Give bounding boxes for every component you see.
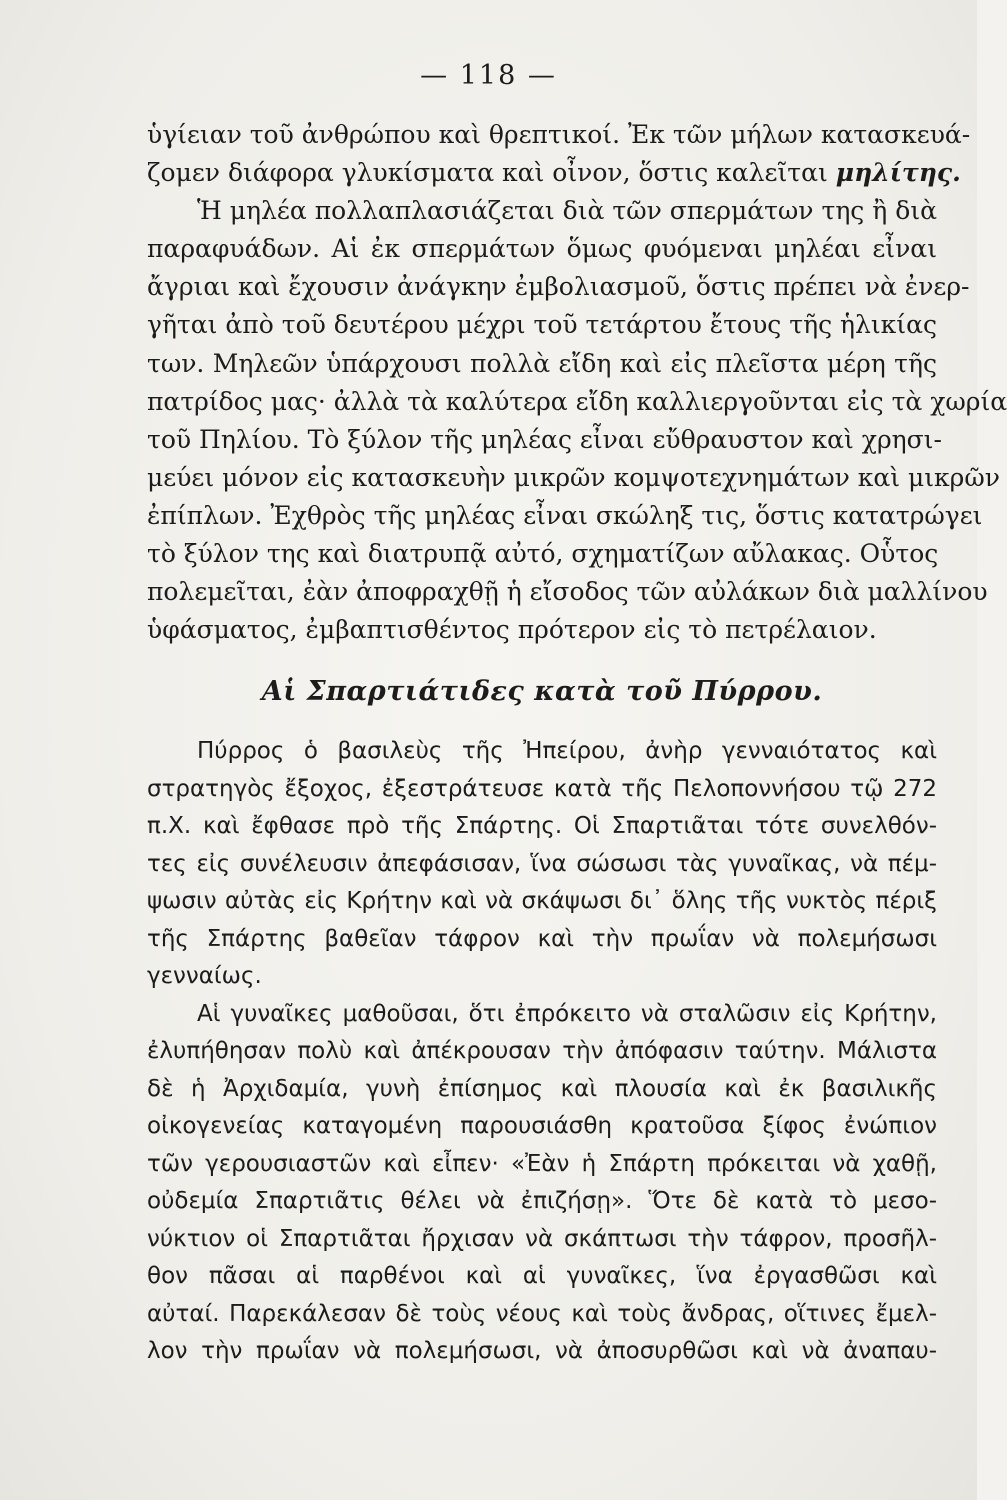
text-line: γῆται ἀπὸ τοῦ δευτέρου μέχρι τοῦ τετάρτου ἔτους τῆς ἡλικίας (147, 310, 937, 340)
text-line: Ἡ μηλέα πολλαπλασιάζεται διὰ τῶν σπερμάτων της ἢ διὰ (197, 196, 937, 226)
body-text (147, 116, 1007, 1371)
text-line: παραφυάδων. Αἱ ἐκ σπερμάτων ὅμως φυόμεναι μηλέαι εἶναι (147, 234, 937, 264)
text-line: τες εἰς συνέλευσιν ἀπεφάσισαν, ἵνα σώσωσι τὰς γυναῖκας, νὰ πέμ- (147, 850, 937, 877)
section-spartan-women (147, 733, 937, 1371)
text-line: Πύρρος ὁ βασιλεὺς τῆς Ἠπείρου, ἀνὴρ γενναιότατος καὶ (197, 738, 937, 765)
text-line: πολεμεῖται, ἐὰν ἀποφραχθῇ ἡ εἴσοδος τῶν αὐλάκων διὰ μαλλίνου (147, 577, 988, 607)
text-line: τῆς Σπάρτης βαθεῖαν τάφρον καὶ τὴν πρωΐαν νὰ πολεμήσωσι (147, 925, 937, 952)
page-number: — 118 — (420, 60, 557, 91)
emphasized-word: μηλίτης. (835, 158, 961, 188)
text-line: νύκτιον οἱ Σπαρτιᾶται ἤρχισαν νὰ σκάπτωσι τὴν τάφρον, προσῆλ- (147, 1225, 937, 1252)
text-line: γενναίως. (147, 963, 262, 990)
text-line: τῶν γερουσιαστῶν καὶ εἶπεν· «Ἐὰν ἡ Σπάρτη πρόκειται νὰ χαθῇ, (147, 1150, 937, 1177)
text-line: στρατηγὸς ἔξοχος, ἐξεστράτευσε κατὰ τῆς Πελοποννήσου τῷ 272 (147, 775, 937, 802)
text-line: οἰκογενείας καταγομένη παρουσιάσθη κρατοῦσα ξίφος ἐνώπιον (147, 1113, 937, 1140)
text-line: λον τὴν πρωΐαν νὰ πολεμήσωσι, νὰ ἀποσυρθῶσι καὶ νὰ ἀναπαυ- (147, 1338, 937, 1365)
text-line: θον πᾶσαι αἱ παρθένοι καὶ αἱ γυναῖκες, ἵνα ἐργασθῶσι καὶ (147, 1263, 937, 1290)
text-line: ὑγίειαν τοῦ ἀνθρώπου καὶ θρεπτικοί. Ἐκ τῶν μήλων κατασκευά- (147, 120, 971, 149)
text-line: ἄγριαι καὶ ἔχουσιν ἀνάγκην ἐμβολιασμοῦ, ὅστις πρέπει νὰ ἐνερ- (147, 272, 970, 302)
text-line: των. Μηλεῶν ὑπάρχουσι πολλὰ εἴδη καὶ εἰς πλεῖστα μέρη τῆς (147, 348, 937, 378)
text-line: Αἱ γυναῖκες μαθοῦσαι, ὅτι ἐπρόκειτο νὰ σταλῶσιν εἰς Κρήτην, (197, 1000, 937, 1027)
text-line: πατρίδος μας· ἀλλὰ τὰ καλύτερα εἴδη καλλιεργοῦνται εἰς τὰ χωρία (147, 386, 1007, 416)
text-line: τὸ ξύλον της καὶ διατρυπᾷ αὐτό, σχηματίζων αὔλακας. Οὗτος (147, 539, 939, 569)
section-heading: Αἱ Σπαρτιάτιδες κατὰ τοῦ Πύρρου. (261, 676, 823, 708)
text-line: οὐδεμία Σπαρτιᾶτις θέλει νὰ ἐπιζήσῃ». Ὅτε δὲ κατὰ τὸ μεσο- (147, 1188, 937, 1215)
text-line: μεύει μόνον εἰς κατασκευὴν μικρῶν κομψοτεχνημάτων καὶ μικρῶν (147, 462, 1000, 492)
text-line: ἐπίπλων. Ἐχθρὸς τῆς μηλέας εἶναι σκώληξ τις, ὅστις κατατρώγει (147, 500, 983, 530)
text-line: ψωσιν αὐτὰς εἰς Κρήτην καὶ νὰ σκάψωσι δι᾽ ὅλης τῆς νυκτὸς πέριξ (147, 888, 937, 915)
text-line: ἐλυπήθησαν πολὺ καὶ ἀπέκρουσαν τὴν ἀπόφασιν ταύτην. Μάλιστα (147, 1038, 937, 1065)
text-line: δὲ ἡ Ἀρχιδαμία, γυνὴ ἐπίσημος καὶ πλουσία καὶ ἐκ βασιλικῆς (147, 1075, 937, 1102)
text-line: ζομεν διάφορα γλυκίσματα καὶ οἶνον, ὅστις καλεῖται μηλίτης. (147, 158, 961, 188)
text-line: αὐταί. Παρεκάλεσαν δὲ τοὺς νέους καὶ τοὺς ἄνδρας, οἵτινες ἔμελ- (147, 1300, 937, 1327)
paragraph-apple (147, 116, 1007, 649)
text-line: π.Χ. καὶ ἔφθασε πρὸ τῆς Σπάρτης. Οἱ Σπαρτιᾶται τότε συνελθόν- (147, 813, 937, 840)
text-line: ὑφάσματος, ἐμβαπτισθέντος πρότερον εἰς τὸ πετρέλαιον. (147, 615, 877, 645)
text-line: τοῦ Πηλίου. Τὸ ξύλον τῆς μηλέας εἶναι εὔθραυστον καὶ χρησι- (147, 424, 942, 454)
